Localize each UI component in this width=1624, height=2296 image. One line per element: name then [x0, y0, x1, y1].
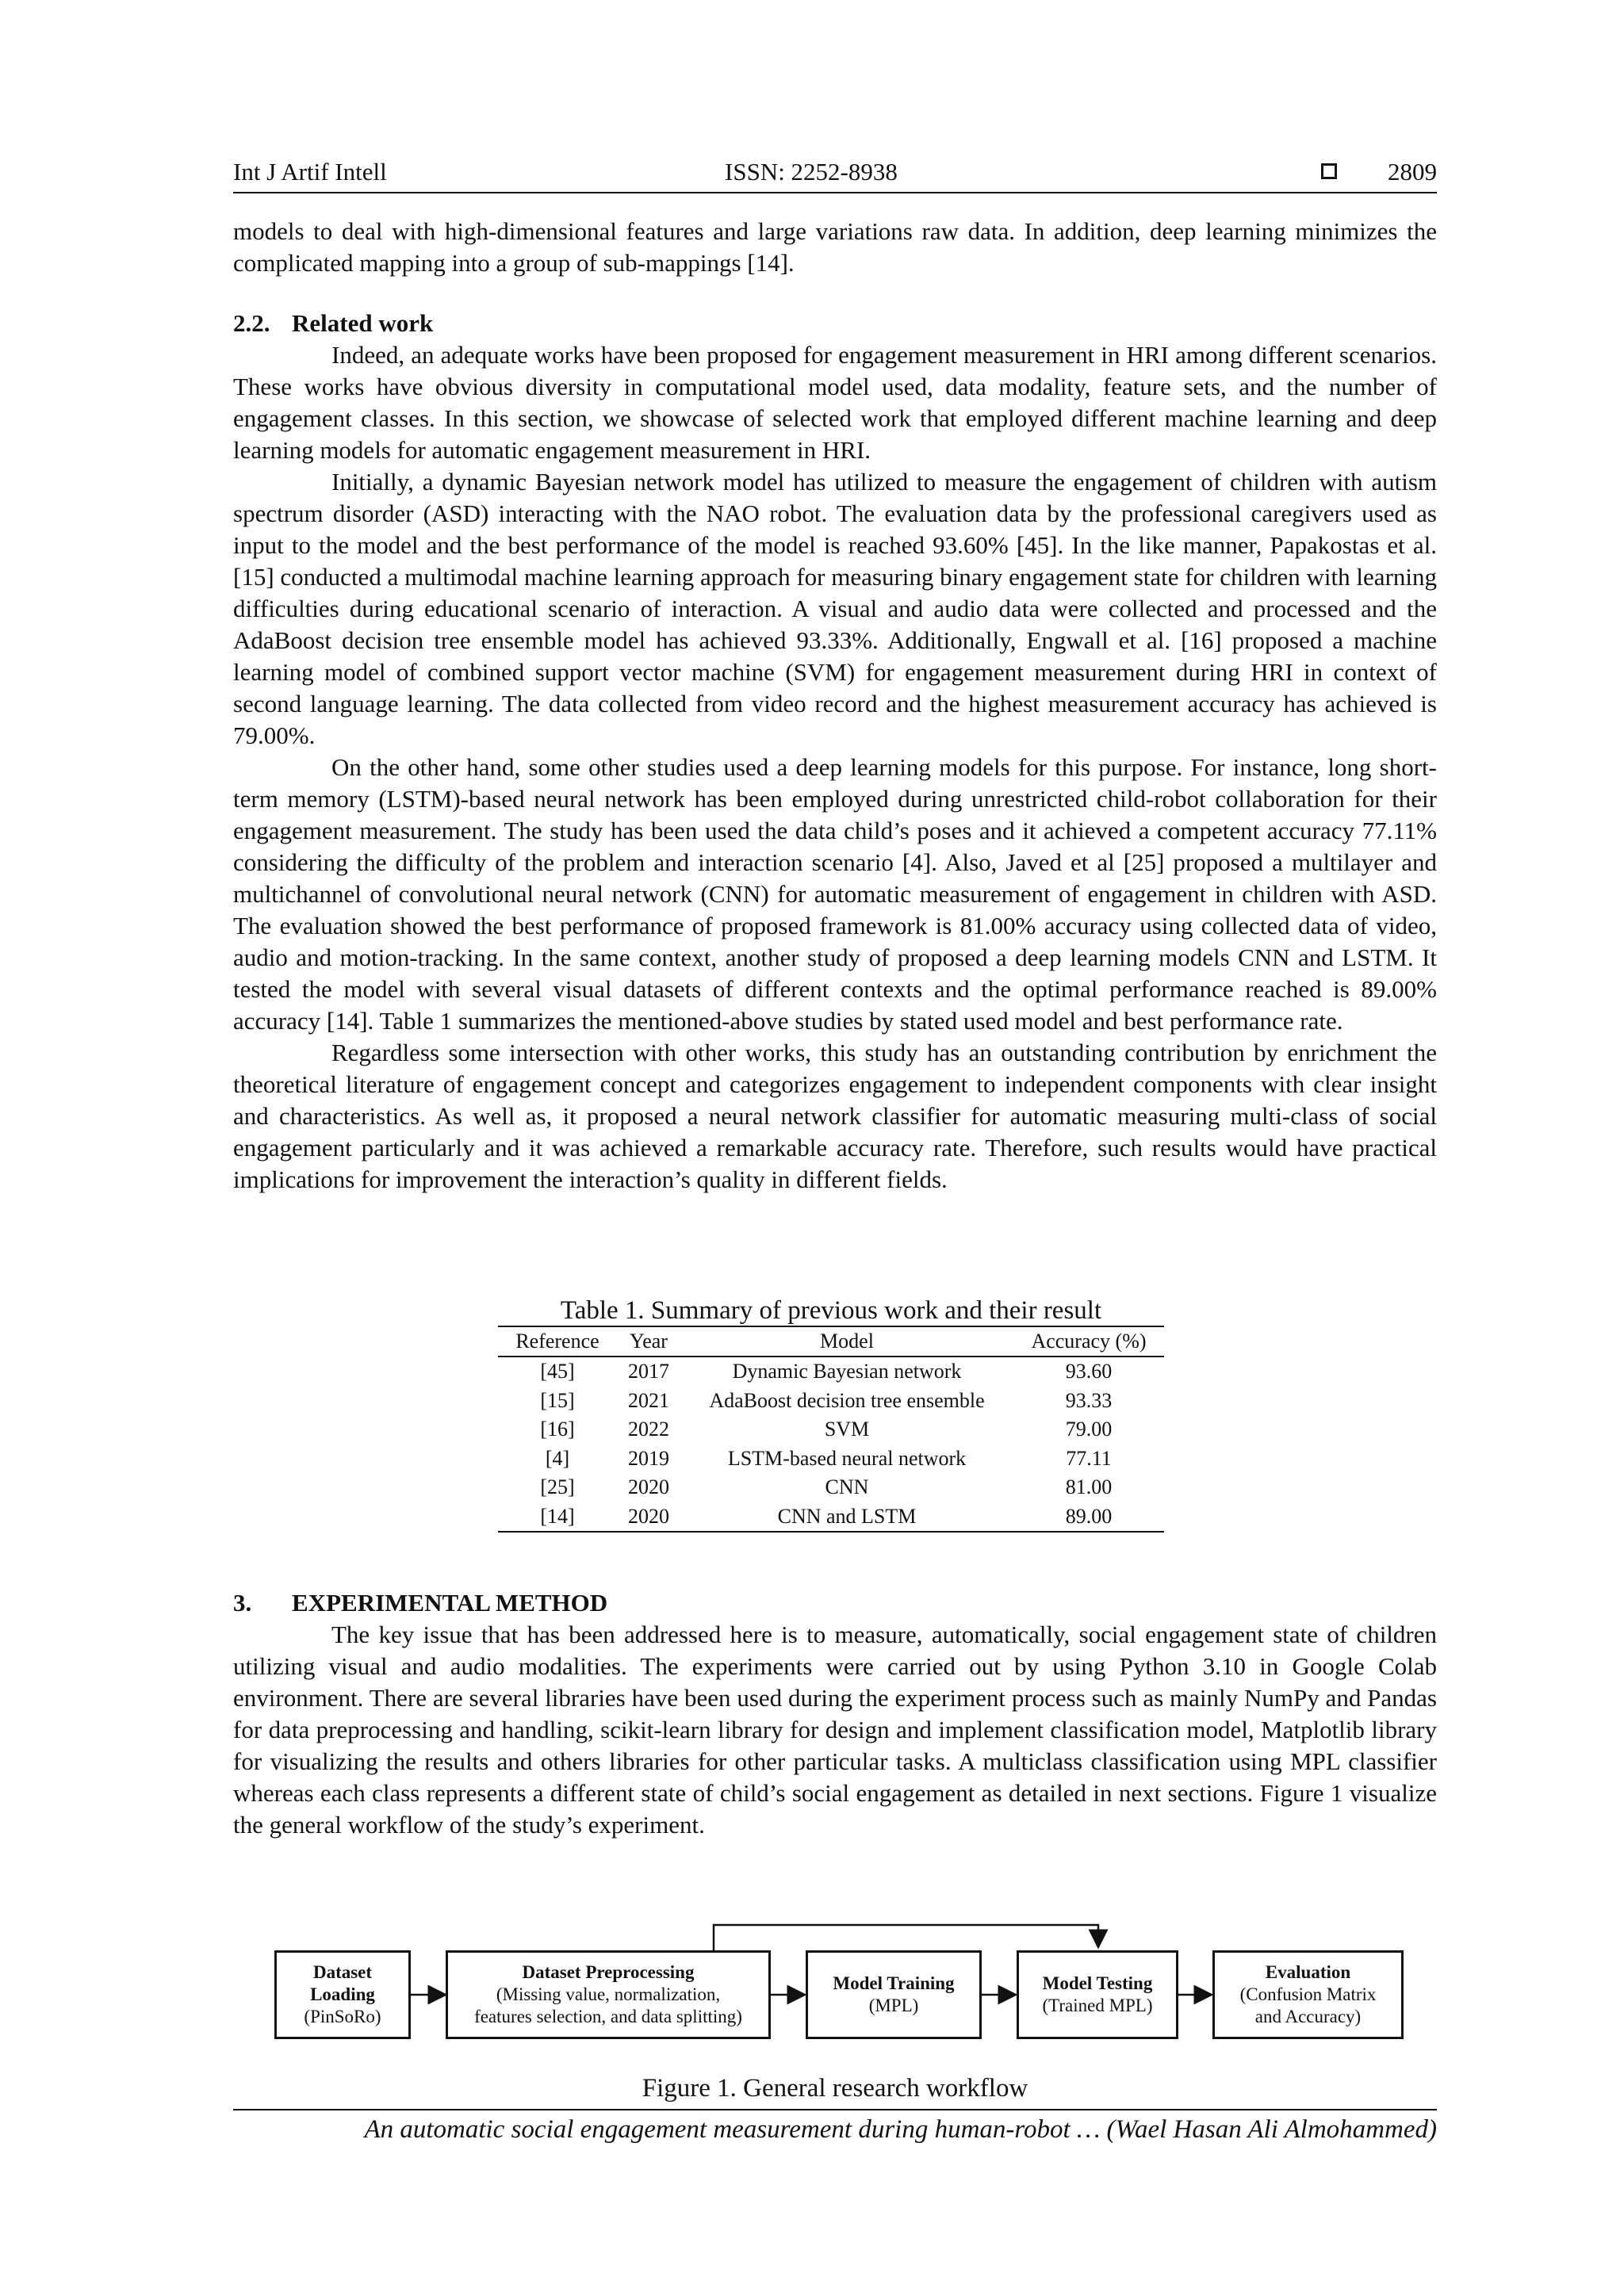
node-title: Model Testing — [1042, 1973, 1153, 1993]
section-title: EXPERIMENTAL METHOD — [292, 1589, 608, 1617]
section-heading-2-2 — [233, 308, 1437, 339]
figure-caption: Figure 1. General research workflow — [642, 2074, 1028, 2103]
node-title: Model Training — [833, 1973, 955, 1993]
cell-model: Dynamic Bayesian network — [732, 1360, 962, 1383]
cell-model: AdaBoost decision tree ensemble — [709, 1388, 985, 1412]
column-header: Model — [680, 1326, 1013, 1357]
paragraph-related-1: Indeed, an adequate works have been proposed for engagement measurement in HRI among different scenarios. These works have obvious diversity in computational model used, data modality, feature sets, and the number of engagement classes. In this section, we showcase of selected work that employed different machine learning and deep learning models for automatic engagement measurement in HRI. — [233, 341, 1437, 464]
section-title: Related work — [292, 309, 434, 337]
paragraph-related-2: Initially, a dynamic Bayesian network model has utilized to measure the engagement of children with autism spectrum disorder (ASD) interacting with the NAO robot. The evaluation data by the professional caregivers used as input to the model and the best performance of the model is reached 93.60% [45]. In the like manner, Papakostas et al. [15] conducted a multimodal machine learning approach for measuring binary engagement state for children with learning difficulties during educational scenario of interaction. A visual and audio data were collected and processed and the AdaBoost decision tree ensemble model has achieved 93.33%. Additionally, Engwall et al. [16] proposed a machine learning model of combined support vector machine (SVM) for engagement measurement during HRI in context of second language learning. The data collected from video record and the highest measurement accuracy has achieved is 79.00%. — [233, 468, 1437, 749]
node-dataset-loading — [274, 1950, 411, 2039]
node-title: Dataset — [312, 1962, 373, 1982]
journal-name: Int J Artif Intell — [233, 158, 387, 186]
issn: ISSN: 2252-8938 — [725, 158, 898, 186]
cell-year: 2020 — [628, 1504, 669, 1528]
node-dataset-preprocessing — [446, 1950, 771, 2039]
cell-reference: [45] — [540, 1360, 575, 1383]
cell-accuracy: 93.33 — [1065, 1388, 1113, 1412]
node-subtitle: (Confusion Matrix — [1239, 1984, 1377, 2004]
cell-year: 2019 — [628, 1446, 669, 1470]
node-title: Dataset Preprocessing — [522, 1962, 695, 1982]
cell-accuracy: 77.11 — [1066, 1446, 1112, 1470]
cell-year: 2020 — [628, 1475, 669, 1498]
paragraph-experimental-method: The key issue that has been addressed here is to measure, automatically, social engagement state of children utilizing visual and audio modalities. The experiments were carried out by using Python 3.10 in Google Colab environment. There are several libraries have been used during the experiment process such as mainly NumPy and Pandas for data preprocessing and handling, scikit-learn library for design and implement classification model, Matplotlib library for visualizing the results and others libraries for other particular tasks. A multiclass classification using MPL classifier whereas each class represents a different state of child’s social engagement as detailed in next sections. Figure 1 visualize the general workflow of the study’s experiment. — [233, 1621, 1437, 1839]
arrow-preprocessing-to-testing — [714, 1925, 1098, 1950]
node-model-training — [806, 1950, 982, 2039]
node-subtitle: (Missing value, normalization, — [496, 1984, 721, 2004]
table-row — [498, 1445, 1164, 1474]
paragraph-intro-continued: models to deal with high-dimensional features and large variations raw data. In addition, deep learning minimizes the complicated mapping into a group of sub-mappings [14]. — [233, 217, 1437, 277]
node-subtitle: (Trained MPL) — [1042, 1996, 1153, 2015]
cell-model: SVM — [824, 1418, 870, 1441]
cell-year: 2022 — [628, 1418, 669, 1441]
column-header: Accuracy (%) — [1013, 1326, 1164, 1357]
node-subtitle: (PinSoRo) — [304, 2007, 381, 2026]
node-evaluation — [1212, 1950, 1404, 2039]
running-footer: An automatic social engagement measurement during human-robot … (Wael Hasan Ali Almohammed) — [233, 2109, 1437, 2147]
section-number: 3. — [233, 1589, 252, 1617]
cell-accuracy: 89.00 — [1065, 1504, 1113, 1528]
cell-model: LSTM-based neural network — [727, 1446, 967, 1470]
table-caption: Table 1. Summary of previous work and their result — [560, 1296, 1102, 1325]
node-subtitle: (MPL) — [868, 1996, 919, 2015]
section-heading-3 — [233, 1587, 1437, 1619]
table-row — [498, 1502, 1164, 1533]
cell-reference: [25] — [540, 1475, 575, 1498]
running-header — [233, 155, 1437, 193]
cell-year: 2021 — [628, 1388, 669, 1412]
node-subtitle: and Accuracy) — [1254, 2007, 1362, 2026]
table-row — [498, 1387, 1164, 1416]
node-title: Loading — [310, 1984, 375, 2004]
cell-accuracy: 81.00 — [1065, 1475, 1113, 1498]
paragraph-related-3: On the other hand, some other studies used a deep learning models for this purpose. For instance, long short-term memory (LSTM)-based neural network has been employed during unrestricted child-robot collaboration for their engagement measurement. The study has been used the data child’s poses and it achieved a competent accuracy 77.11% considering the difficulty of the problem and interaction scenario [4]. Also, Javed et al [25] proposed a multilayer and multichannel of convolutional neural network (CNN) for automatic measurement of engagement in children with ASD. The evaluation showed the best performance of proposed framework is 81.00% accuracy using collected data of video, audio and motion-tracking. In the same context, another study of proposed a deep learning models CNN and LSTM. It tested the model with several visual datasets of different contexts and the optimal performance reached is 89.00% accuracy [14]. Table 1 summarizes the mentioned-above studies by stated used model and best performance rate. — [233, 753, 1437, 1035]
cell-reference: [16] — [540, 1418, 575, 1441]
node-model-testing — [1017, 1950, 1178, 2039]
cell-model: CNN and LSTM — [777, 1504, 917, 1528]
cell-reference: [14] — [540, 1504, 575, 1528]
paragraph-related-4: Regardless some intersection with other works, this study has an outstanding contribution by enrichment the theoretical literature of engagement concept and categorizes engagement to independent components with clear insight and characteristics. As well as, it proposed a neural network classifier for automatic measuring multi-class of social engagement particularly and it was achieved a remarkable accuracy rate. Therefore, such results would have practical implications for improvement the interaction’s quality in different fields. — [233, 1039, 1437, 1193]
workflow-diagram — [270, 1919, 1404, 2077]
page-number: 2809 — [1388, 158, 1437, 186]
cell-model: CNN — [825, 1475, 869, 1498]
node-title: Evaluation — [1265, 1962, 1351, 1982]
table-1 — [498, 1295, 1164, 1533]
summary-table — [498, 1326, 1164, 1533]
table-row — [498, 1415, 1164, 1445]
table-row — [498, 1357, 1164, 1387]
cell-reference: [4] — [545, 1446, 570, 1470]
cell-accuracy: 79.00 — [1065, 1418, 1113, 1441]
section-number: 2.2. — [233, 309, 270, 337]
box-icon — [1321, 163, 1337, 179]
cell-reference: [15] — [540, 1388, 575, 1412]
column-header: Year — [617, 1326, 680, 1357]
cell-year: 2017 — [628, 1360, 669, 1383]
node-subtitle: features selection, and data splitting) — [474, 2007, 742, 2026]
cell-accuracy: 93.60 — [1065, 1360, 1113, 1383]
table-header-row — [498, 1326, 1164, 1357]
table-row — [498, 1473, 1164, 1502]
column-header: Reference — [498, 1326, 617, 1357]
